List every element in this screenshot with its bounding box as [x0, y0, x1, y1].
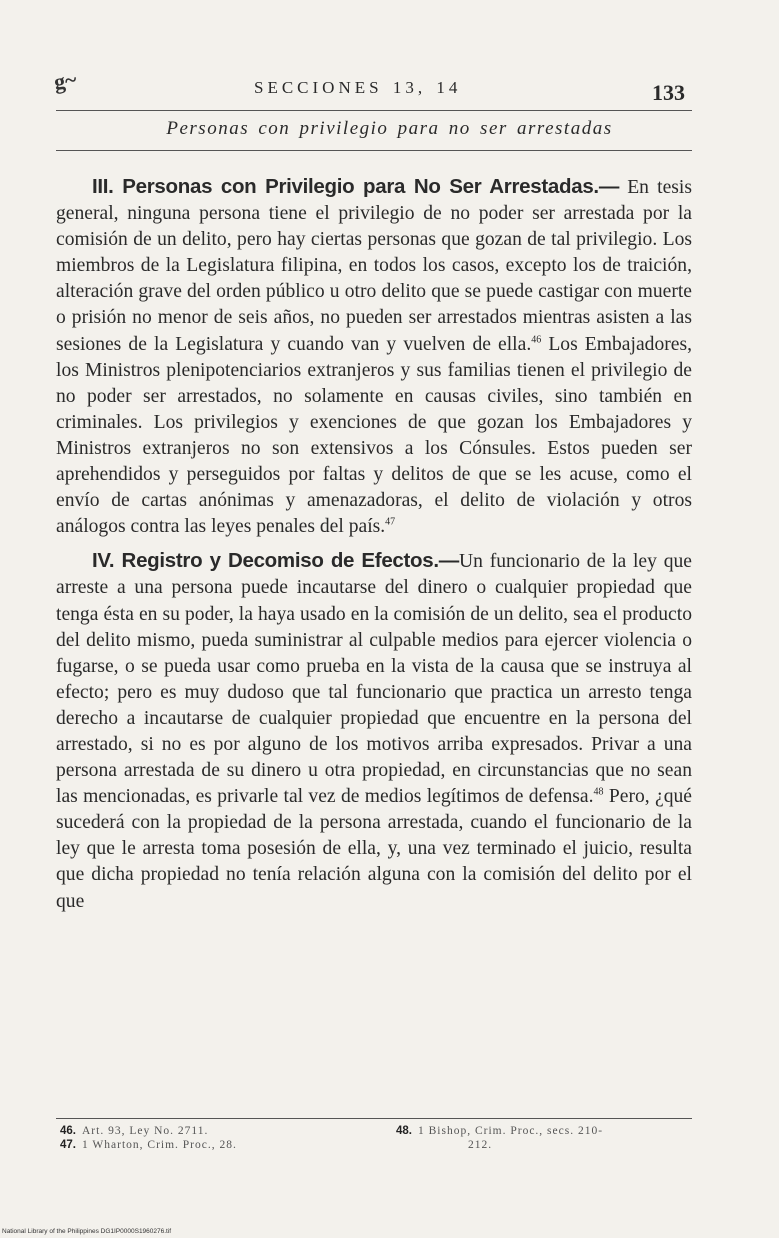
- footnotes-left-column: [60, 1124, 237, 1152]
- section-text: En tesis general, ninguna persona tiene el privilegio de no poder ser arrestada por la comisión de un delito, pero hay ciertas personas que gozan de tal privilegio. Los miembros de la Legislatura filipina, en todos los casos, excepto los de traición, alteración grave del orden público u otro delito que se puede castigar con muerte o prisión no menor de seis años, no pueden ser arrestados mientras asisten a las sesiones de la Legislatura y cuando van y vuelven de ella.: [56, 177, 692, 355]
- footnote-46: 46. Art. 93, Ley No. 2711.: [60, 1125, 209, 1137]
- header-rule-top: [56, 110, 692, 111]
- footnote-48-continuation: 212.: [468, 1139, 493, 1151]
- running-head-title: SECCIONES 13, 14: [254, 78, 462, 97]
- footnotes-right-column: [396, 1124, 603, 1152]
- footnote-ref: 46: [531, 334, 542, 346]
- section-paragraph-iii: [56, 174, 692, 540]
- section-heading-iii: III. Personas con Privilegio para No Ser Arrestadas.—: [92, 175, 620, 198]
- section-heading-iv: IV. Registro y Decomiso de Efectos.—: [92, 549, 459, 573]
- footnote-47: 47. 1 Wharton, Crim. Proc., 28.: [60, 1139, 237, 1151]
- section-paragraph-iv: [56, 548, 692, 914]
- header-rule-bottom: [56, 150, 692, 151]
- footnote-ref: 47: [385, 516, 396, 528]
- section-text: Un funcionario de la ley que arreste a una persona puede incautarse del dinero o cualquier propiedad que tenga ésta en su poder, la haya usado en la comisión de un delito, sea el producto del delito mismo, pueda suministrar al culpable medios para ejercer violencia o fugarse, o se pueda usar como prueba en la vista de la causa que se instruya al efecto; pero es muy dudoso que tal funcionario que practica un arresto tenga derecho a incautarse de cualquier propiedad que encuentre en la persona del arrestado, si no es por alguno de los motivos arriba expresados. Privar a una persona arrestada de su dinero u otra propiedad, en circunstancias que no sean las mencionadas, es privarle tal vez de medios legítimos de defensa.: [56, 551, 692, 808]
- page-number: 133: [652, 80, 685, 105]
- library-stamp: National Library of the Philippines DG1IP0000S1960276.tif: [2, 1228, 172, 1235]
- footnote-rule: [56, 1118, 692, 1119]
- footnote-48: 48. 1 Bishop, Crim. Proc., secs. 210-: [396, 1125, 604, 1137]
- handwritten-mark: g~: [52, 66, 79, 95]
- body-text: [56, 174, 692, 915]
- section-text: Pero, ¿qué sucederá con la propiedad de la persona arrestada, cuando el funcionario de la ley que le arresta toma posesión de ella, y, una vez terminado el juicio, resulta que dicha propiedad no tenía relación alguna con la comisión del delito por el que: [56, 786, 692, 912]
- section-text: Los Embajadores, los Ministros plenipotenciarios extranjeros y sus familias tienen el privilegio de no poder ser arrestados, no solamente en causas civiles, sino también en criminales. Los privilegios y exenciones de que gozan los Embajadores y Ministros extranjeros no son extensivos a los Cónsules. Estos pueden ser aprehendidos y perseguidos por faltas y delitos de que se les acuse, como el envío de cartas anónimas y amenazadoras, el delito de violación y otros análogos contra las leyes penales del país.: [56, 333, 692, 538]
- footnote-ref: 48: [593, 786, 604, 798]
- page-subheading: Personas con privilegio para no ser arrestadas: [166, 118, 613, 139]
